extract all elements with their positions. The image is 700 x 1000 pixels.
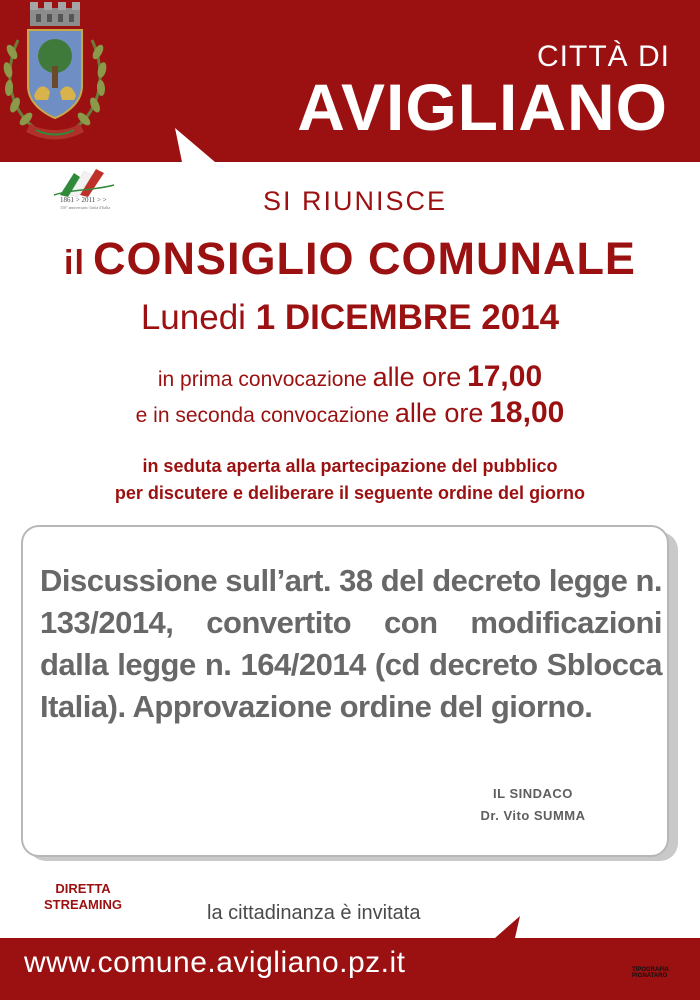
council-article: il	[64, 244, 85, 282]
first-call-time: 17,00	[467, 360, 543, 393]
printer-line-2: PIGNATARO	[632, 973, 668, 979]
meeting-day: Lunedi	[140, 298, 246, 337]
meeting-date-value: 1 DICEMBRE 2014	[255, 298, 560, 337]
streaming-line-2: STREAMING	[44, 897, 122, 912]
second-call-label: e in seconda convocazione	[135, 404, 389, 427]
first-call-ore: alle ore	[372, 362, 462, 392]
header-banner	[0, 0, 700, 165]
first-call-line	[0, 360, 700, 394]
second-call-line	[0, 396, 700, 430]
streaming-label	[44, 881, 122, 913]
streaming-line-1: DIRETTA	[55, 881, 111, 896]
city-name: AVIGLIANO	[297, 70, 668, 144]
signature-title: IL SINDACO	[493, 786, 573, 801]
second-call-time: 18,00	[489, 396, 565, 429]
anniversary-years: 1861 > 2011 > >	[60, 196, 107, 204]
council-heading	[0, 233, 700, 285]
si-riunisce-heading: SI RIUNISCE	[262, 186, 448, 216]
second-call-ore: alle ore	[394, 398, 484, 428]
invitation-text: la cittadinanza è invitata	[207, 902, 421, 924]
session-description	[0, 453, 700, 507]
meeting-date	[0, 298, 700, 338]
coat-of-arms-icon	[0, 0, 110, 150]
first-call-label: in prima convocazione	[157, 368, 367, 391]
printer-logo	[632, 967, 669, 979]
anniversary-subtext: 150° anniversario Unità d'Italia	[60, 205, 111, 210]
agenda-text: Discussione sull’art. 38 del decreto legge n. 133/2014, convertito con modificazioni dalla legge n. 164/2014 (cd decreto Sblocca Italia). Approvazione ordine del giorno.	[40, 563, 662, 724]
session-line-1: in seduta aperta alla partecipazione del pubblico	[142, 456, 558, 476]
signature-name: Dr. Vito SUMMA	[480, 808, 586, 823]
website-link[interactable]: www.comune.avigliano.pz.it	[24, 946, 406, 979]
council-title: CONSIGLIO COMUNALE	[92, 233, 636, 284]
session-line-2: per discutere e deliberare il seguente ordine del giorno	[114, 483, 586, 503]
city-label: CITTÀ DI	[537, 40, 670, 73]
printer-line-1: TIPOGRAFIA	[632, 967, 669, 973]
